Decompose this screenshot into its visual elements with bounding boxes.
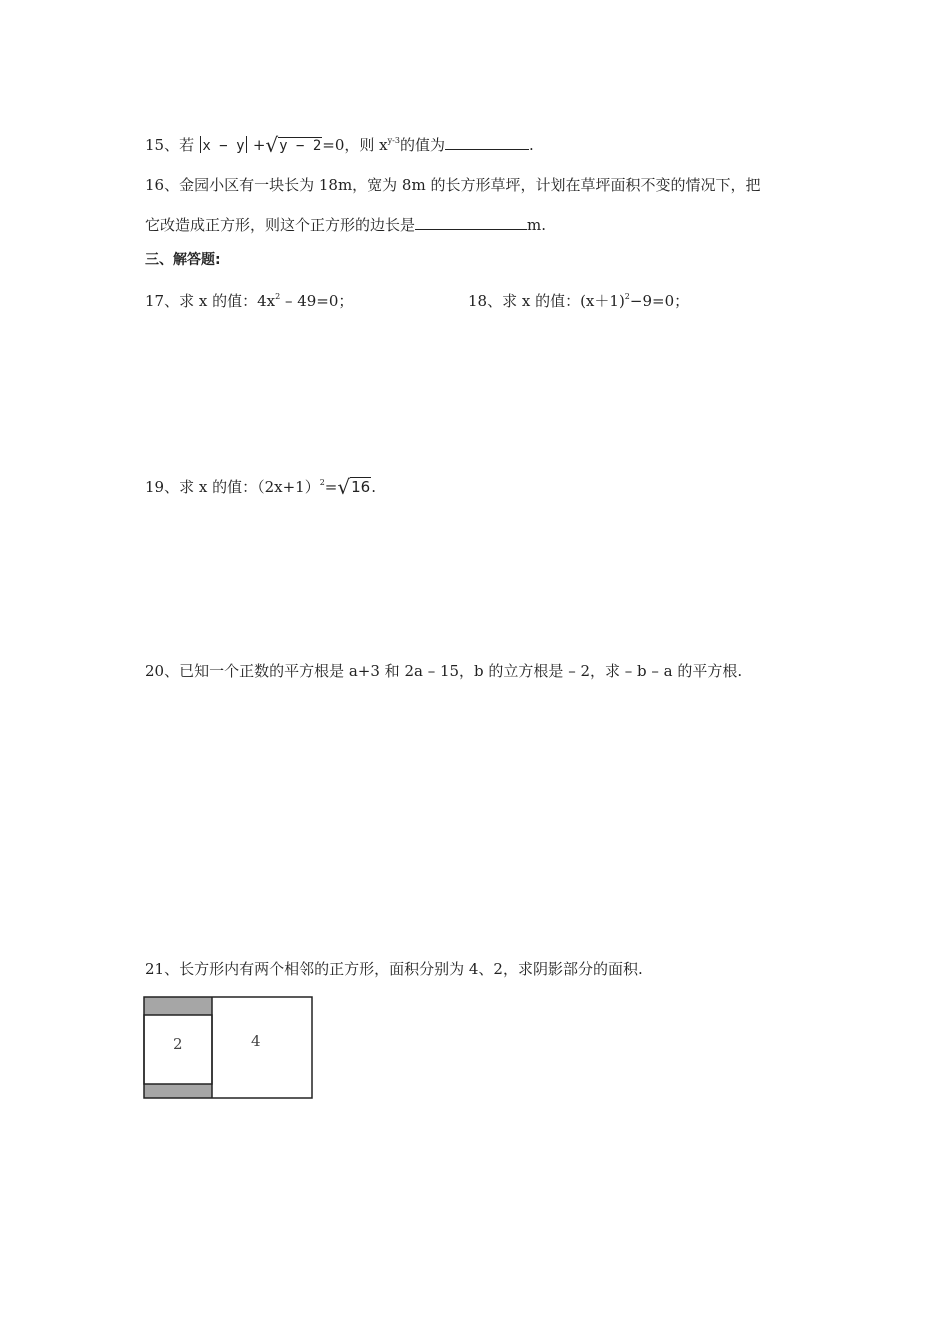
- q15-plus: +: [252, 136, 266, 154]
- q19-radical: √16: [337, 475, 371, 499]
- small-square-label: 2: [173, 1035, 183, 1053]
- q16-unit: m.: [527, 216, 547, 234]
- q15-abs-expression: x − y: [199, 136, 253, 154]
- question-17: 17、求 x 的值：$4x^2 - 49=0$；: [145, 292, 354, 310]
- question-15: [145, 131, 534, 156]
- q15-number: 15、若: [145, 136, 195, 154]
- q15-radical: √y − 2: [265, 133, 322, 157]
- question-20: 20、已知一个正数的平方根是 a+3 和 2a – 15，b 的立方根是 – 2，求 – b – a 的平方根.: [145, 662, 743, 680]
- question-19: 19、求 x 的值：$(2x+1)^2=√16$.: [145, 475, 376, 499]
- shaded-region-top: [144, 997, 212, 1015]
- q19-exponent: 2: [319, 478, 325, 487]
- question-16-line-1: 16、金园小区有一块长为 18m，宽为 8m 的长方形草坪，计划在草坪面积不变的情况下，把: [145, 176, 761, 194]
- q21-figure: [143, 996, 313, 1099]
- question-16-line-2: 它改造成正方形，则这个正方形的边长是 m.: [145, 213, 546, 235]
- question-21: 21、长方形内有两个相邻的正方形，面积分别为 4、2，求阴影部分的面积.: [145, 960, 643, 978]
- q17-exponent: 2: [275, 292, 281, 301]
- q15-answer-blank[interactable]: [445, 133, 529, 150]
- large-square-label: 4: [251, 1032, 261, 1050]
- q15-end: .: [528, 136, 534, 154]
- q15-exponent: y-3: [387, 136, 400, 145]
- q15-equals: =0，则 x: [322, 136, 388, 154]
- shaded-region-bottom: [144, 1084, 212, 1098]
- q18-exponent: 2: [624, 292, 630, 301]
- section-3-heading: 三、解答题:: [145, 252, 221, 268]
- q16-answer-blank[interactable]: [415, 213, 527, 230]
- q15-tail: 的值为: [399, 136, 445, 154]
- question-18: 18、求 x 的值：$(x+1)^2-9=0$；: [468, 292, 690, 310]
